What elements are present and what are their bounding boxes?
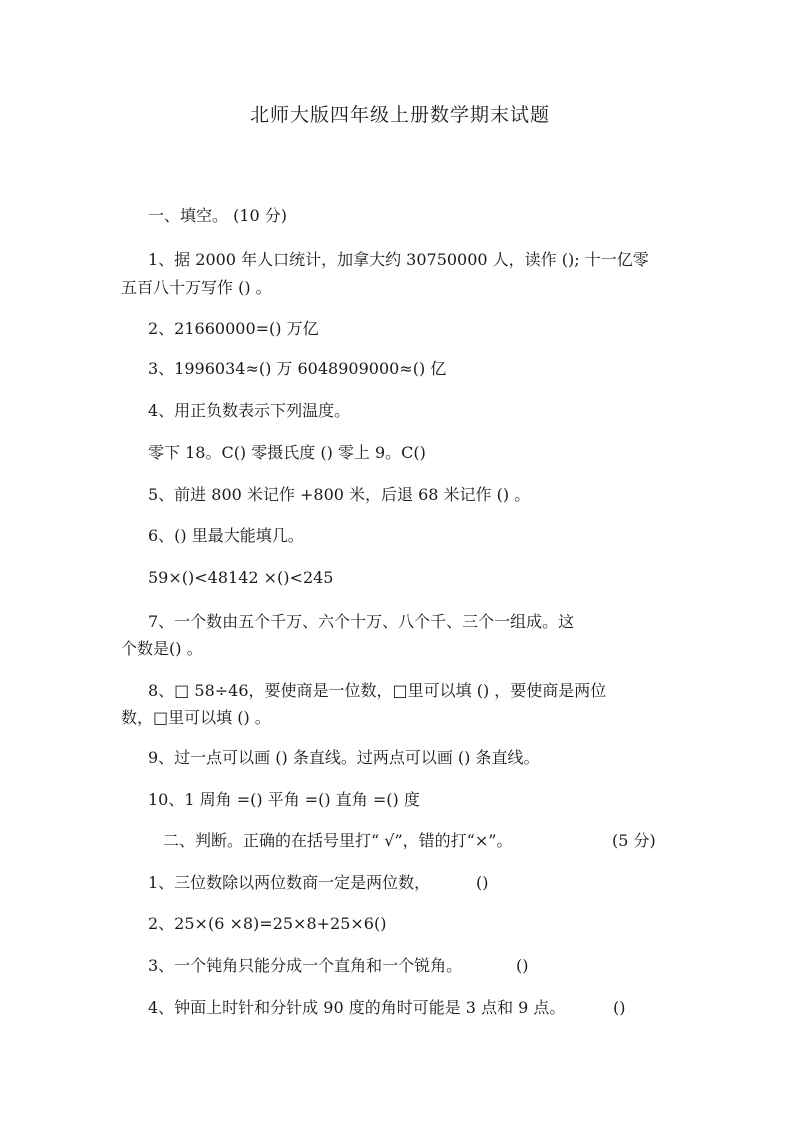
judge-question-1: 1、三位数除以两位数商一定是两位数， (148, 873, 431, 892)
question-8-line2: 数，□里可以填 () 。 (121, 708, 271, 727)
question-7-line1: 7、一个数由五个千万、六个十万、八个千、三个一组成。这 (148, 612, 575, 631)
question-8-line1: 8、□ 58÷46，要使商是一位数，□里可以填 () ，要使商是两位 (148, 681, 607, 700)
question-7-line2: 个数是() 。 (121, 639, 203, 658)
section2-points: (5 分) (612, 831, 656, 850)
section2-heading: 二、判断。正确的在括号里打“ √”，错的打“×”。 (163, 831, 513, 850)
judge-question-3: 3、一个钝角只能分成一个直角和一个锐角。 (148, 956, 463, 975)
question-2: 2、21660000=() 万亿 (148, 319, 319, 338)
judge-question-2: 2、25×(6 ×8)=25×8+25×6() (148, 914, 387, 933)
judge-question-4-paren: () (613, 998, 626, 1017)
question-4: 4、用正负数表示下列温度。 (148, 401, 351, 420)
question-1-line2: 五百八十万写作 () 。 (121, 278, 272, 297)
judge-question-1-paren: () (476, 873, 489, 892)
document-title: 北师大版四年级上册数学期末试题 (249, 104, 550, 126)
question-4-sub: 零下 18。C() 零摄氏度 () 零上 9。C() (148, 443, 426, 462)
question-1-line1: 1、据 2000 年人口统计，加拿大约 30750000 人，读作 (); 十一亿零 (148, 250, 649, 269)
judge-question-3-paren: () (516, 956, 529, 975)
question-6: 6、() 里最大能填几。 (148, 526, 304, 545)
question-6-sub: 59×()<48142 ×()<245 (148, 568, 334, 587)
question-9: 9、过一点可以画 () 条直线。过两点可以画 () 条直线。 (148, 748, 540, 767)
section1-heading: 一、填空。 (10 分) (148, 206, 288, 225)
judge-question-4: 4、钟面上时针和分针成 90 度的角时可能是 3 点和 9 点。 (148, 998, 566, 1017)
question-10: 10、1 周角 =() 平角 =() 直角 =() 度 (148, 790, 420, 809)
question-5: 5、前进 800 米记作 +800 米，后退 68 米记作 () 。 (148, 485, 531, 504)
question-3: 3、1996034≈() 万 6048909000≈() 亿 (148, 359, 447, 378)
